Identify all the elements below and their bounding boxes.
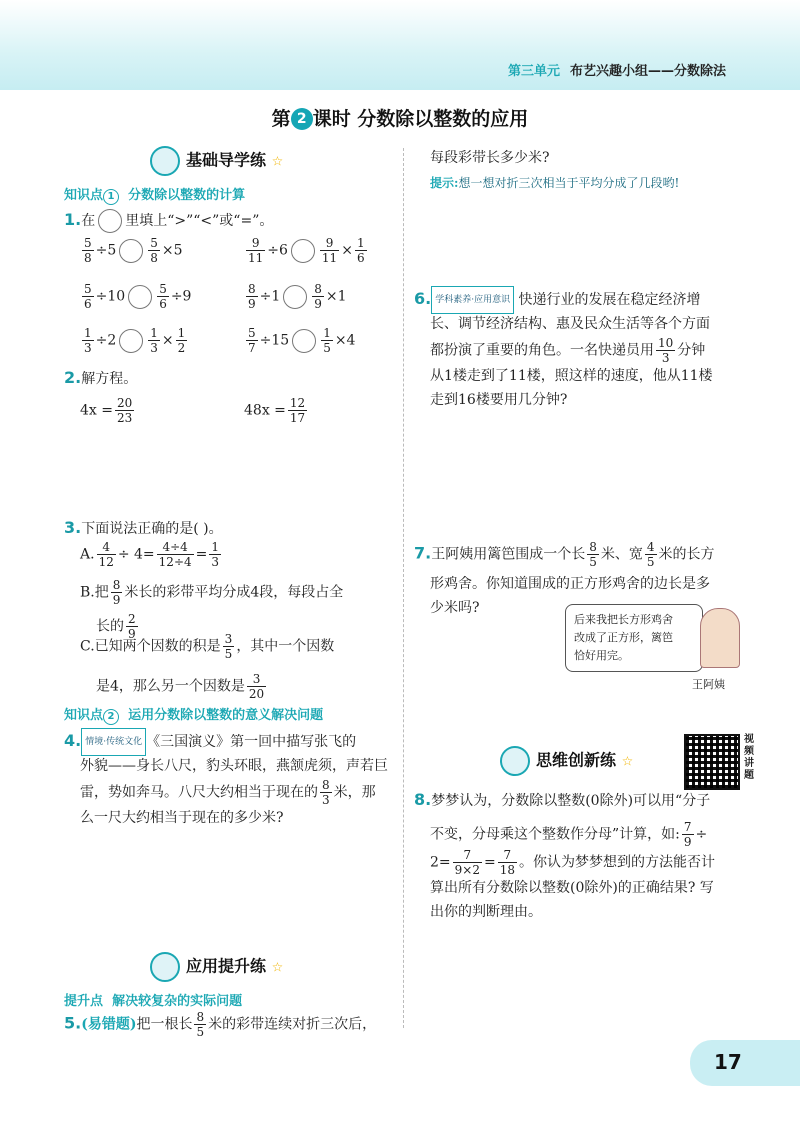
q1-text-a: 在 (81, 213, 96, 229)
unit-label: 第三单元 (507, 64, 560, 79)
q8-line-2: 不变，分母乘这个整数作分母”计算，如: $\frac{7}{9}$ ÷ (430, 820, 708, 849)
compare-circle[interactable] (128, 285, 152, 309)
mascot-icon (500, 746, 530, 776)
q4-line-2: 外貌——身长八尺，豹头环眼，燕颔虎须，声若巨 (80, 758, 388, 774)
compare-circle[interactable] (292, 329, 316, 353)
q6-line-4: 从1楼走到了11楼，照这样的速度，他从11楼 (430, 368, 713, 384)
q6-tag: 学科素养·应用意识 (431, 286, 514, 314)
section-applied-header (150, 952, 283, 982)
q8-line-5: 出你的判断理由。 (430, 904, 542, 920)
q5-number: 5. (64, 1013, 82, 1033)
kp2-num: 2 (103, 709, 119, 725)
section-applied-title: 应用提升练 (186, 956, 267, 976)
hint (430, 174, 679, 191)
q1-row-3-right: $\frac{5}{7}$ ÷15 $\frac{1}{5}$ ×4 (248, 326, 356, 355)
question-3 (64, 516, 223, 541)
star-icon: ☆ (271, 960, 284, 976)
star-icon: ☆ (271, 154, 284, 170)
kp1-label: 知识点 (64, 188, 104, 203)
kp1-num: 1 (103, 189, 119, 205)
q4-number: 4. (64, 731, 82, 750)
improvement-point (64, 990, 242, 1009)
page-number: 17 (714, 1050, 742, 1074)
q1-row-2-left: $\frac{5}{6}$ ÷10 $\frac{5}{6}$ ÷9 (84, 282, 192, 311)
kp2-label: 知识点 (64, 708, 104, 723)
question-2 (64, 366, 137, 391)
q1-row-3-left: $\frac{1}{3}$ ÷2 $\frac{1}{3}$ × $\frac{1}{2}$ (84, 326, 186, 355)
question-1 (64, 208, 273, 233)
compare-circle[interactable] (98, 209, 122, 233)
qr-code-icon[interactable] (684, 734, 740, 790)
q1-text-b: 里填上“>”“<”或“=”。 (125, 213, 274, 229)
q3-option-c[interactable]: C.已知两个因数的积是 $\frac{3}{5}$ ，其中一个因数 (80, 632, 335, 661)
q8-line-4: 算出所有分数除以整数(0除外)的正确结果? 写 (430, 880, 714, 896)
knowledge-point-2 (64, 704, 323, 725)
q7-line-2: 形鸡舍。你知道围成的正方形鸡舍的边长是多 (430, 576, 710, 592)
q4-line-4: 么一尺大约相当于现在的多少米? (80, 810, 284, 826)
kp2-text: 运用分数除以整数的意义解决问题 (128, 708, 324, 723)
compare-circle[interactable] (283, 285, 307, 309)
q1-number: 1. (64, 210, 82, 229)
q3-option-b-cont: 长的 $\frac{2}{9}$ (96, 612, 136, 641)
q6-line-3: 都扮演了重要的角色。一名快递员用 $\frac{10}{3}$ 分钟 (430, 336, 706, 365)
question-7: 7.王阿姨用篱笆围成一个长 $\frac{8}{5}$ 米、宽 $\frac{4}{5}$ 米的长方 (414, 540, 715, 569)
unit-header (508, 60, 726, 79)
q3-option-c-cont: 是4，那么另一个因数是 $\frac{3}{20}$ (96, 672, 265, 701)
hint-label: 提示: (430, 176, 459, 190)
q2-text: 解方程。 (81, 371, 138, 387)
q3-option-b[interactable]: B.把 $\frac{8}{9}$ 米长的彩带平均分成4段，每段占全 (80, 578, 344, 607)
mascot-icon (150, 952, 180, 982)
q6-line-2: 长、调节经济结构、惠及民众生活等各个方面 (430, 316, 710, 332)
person-illustration (700, 608, 740, 668)
q2-number: 2. (64, 368, 82, 387)
person-label: 王阿姨 (692, 678, 725, 691)
title-post: 课时 分数除以整数的应用 (312, 108, 529, 130)
q1-row-1-left: $\frac{5}{8}$ ÷5 $\frac{5}{8}$ ×5 (84, 236, 183, 265)
q7-number: 7. (414, 543, 432, 563)
title-pre: 第 (271, 108, 291, 130)
section-creative-header (500, 746, 633, 776)
kp1-text: 分数除以整数的计算 (128, 188, 246, 203)
q8-line-3: 2= $\frac{7}{9\times 2}$ = $\frac{7}{18}$ 。你认为梦梦想到的方法能否计 (430, 848, 715, 877)
column-divider (403, 148, 404, 1028)
question-4: 4. 情境·传统文化 《三国演义》第一回中描写张飞的 (64, 728, 400, 756)
q2-equation-1: 4x = $\frac{20}{23}$ (80, 396, 133, 425)
compare-circle[interactable] (119, 239, 143, 263)
q5-continuation: 每段彩带长多少米? (430, 150, 550, 166)
q2-equation-2: 48x = $\frac{12}{17}$ (244, 396, 306, 425)
question-5: 5.(易错题)把一根长 $\frac{8}{5}$ 米的彩带连续对折三次后， (64, 1010, 377, 1039)
knowledge-point-1 (64, 184, 245, 205)
q6-number: 6. (414, 289, 432, 308)
q3-text: 下面说法正确的是( )。 (81, 521, 223, 537)
q1-row-1-right: $\frac{9}{11}$ ÷6 $\frac{9}{11}$ × $\frac{1}{6}$ (248, 236, 365, 265)
q7-line-3: 少米吗? (430, 600, 480, 616)
compare-circle[interactable] (119, 329, 143, 353)
qr-label: 视频讲题 (744, 734, 754, 781)
q4-tag: 情境·传统文化 (81, 728, 146, 756)
q3-number: 3. (64, 518, 82, 537)
section-basic-header (150, 146, 283, 176)
section-basic-title: 基础导学练 (186, 150, 267, 170)
q1-row-2-right: $\frac{8}{9}$ ÷1 $\frac{8}{9}$ ×1 (248, 282, 347, 311)
speech-bubble: 后来我把长方形鸡舍 改成了正方形，篱笆 恰好用完。 (565, 604, 703, 672)
mascot-icon (150, 146, 180, 176)
page-number-tab (690, 1040, 800, 1086)
compare-circle[interactable] (291, 239, 315, 263)
unit-topic: 布艺兴趣小组——分数除法 (569, 64, 726, 79)
q4-line-3: 雷，势如奔马。八尺大约相当于现在的 $\frac{8}{3}$ 米，那 (80, 778, 376, 807)
hint-text: 想一想对折三次相当于平均分成了几段哟! (458, 176, 680, 190)
question-6: 6. 学科素养·应用意识 快递行业的发展在稳定经济增 (414, 286, 754, 314)
kp3-label: 提升点 (64, 994, 104, 1009)
q8-number: 8. (414, 790, 432, 809)
kp3-text: 解决较复杂的实际问题 (112, 994, 243, 1009)
question-8: 8.梦梦认为，分数除以整数(0除外)可以用“分子 (414, 790, 711, 809)
q3-option-a[interactable]: A. $\frac{4}{12}$ ÷ 4= $\frac{4\div 4}{12\div 4}$ = $\frac{1}{3}$ (80, 540, 220, 569)
star-icon: ☆ (621, 754, 634, 770)
lesson-number: 2 (291, 108, 313, 130)
q6-line-5: 走到16楼要用几分钟? (430, 392, 568, 408)
q5-tag: (易错题) (81, 1016, 137, 1033)
section-creative-title: 思维创新练 (536, 750, 617, 770)
page-title (0, 104, 800, 131)
